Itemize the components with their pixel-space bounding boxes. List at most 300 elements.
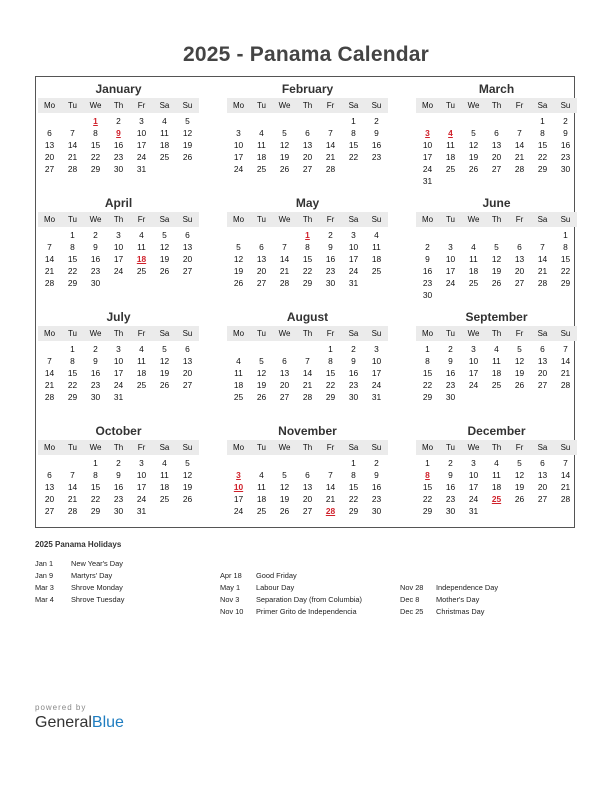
day-cell[interactable]: 14 <box>67 140 78 150</box>
day-cell[interactable]: 4 <box>374 230 379 240</box>
day-cell[interactable]: 11 <box>492 356 501 366</box>
day-cell[interactable]: 19 <box>233 266 244 276</box>
day-cell[interactable]: 31 <box>371 392 382 402</box>
day-cell[interactable]: 27 <box>302 506 313 516</box>
day-cell[interactable]: 30 <box>445 506 456 516</box>
day-cell[interactable]: 20 <box>182 368 193 378</box>
day-cell[interactable]: 4 <box>162 116 167 126</box>
day-cell[interactable]: 19 <box>514 368 525 378</box>
day-cell[interactable]: 27 <box>182 266 193 276</box>
day-cell[interactable]: 2 <box>374 458 379 468</box>
day-cell[interactable]: 4 <box>162 458 167 468</box>
day-cell[interactable]: 27 <box>44 164 55 174</box>
day-cell[interactable]: 31 <box>348 278 359 288</box>
day-cell[interactable]: 27 <box>491 164 502 174</box>
day-cell[interactable]: 6 <box>259 242 264 252</box>
day-cell[interactable]: 24 <box>348 266 359 276</box>
day-cell[interactable]: 18 <box>233 380 244 390</box>
day-cell[interactable]: 14 <box>560 356 571 366</box>
day-cell[interactable]: 6 <box>47 128 52 138</box>
day-cell[interactable]: 7 <box>563 344 568 354</box>
day-cell[interactable]: 13 <box>514 254 525 264</box>
day-cell[interactable]: 31 <box>136 164 147 174</box>
day-cell[interactable]: 5 <box>282 128 287 138</box>
day-cell[interactable]: 5 <box>185 458 190 468</box>
day-cell[interactable]: 27 <box>182 380 193 390</box>
day-cell[interactable]: 23 <box>371 152 382 162</box>
day-cell[interactable]: 28 <box>67 164 78 174</box>
day-cell[interactable]: 15 <box>90 482 101 492</box>
day-cell[interactable]: 15 <box>560 254 571 264</box>
day-cell[interactable]: 30 <box>113 506 124 516</box>
day-cell[interactable]: 13 <box>279 368 290 378</box>
day-cell[interactable]: 22 <box>537 152 548 162</box>
day-cell[interactable]: 15 <box>67 368 78 378</box>
day-cell[interactable]: 15 <box>422 482 433 492</box>
day-cell[interactable]: 22 <box>90 494 101 504</box>
day-cell[interactable]: 18 <box>445 152 456 162</box>
day-cell[interactable]: 20 <box>302 152 313 162</box>
day-cell[interactable]: 1 <box>425 458 430 468</box>
day-cell[interactable]: 16 <box>90 368 101 378</box>
holiday-day[interactable]: 9 <box>116 128 121 138</box>
day-cell[interactable]: 11 <box>492 470 501 480</box>
day-cell[interactable]: 22 <box>348 494 359 504</box>
day-cell[interactable]: 2 <box>448 344 453 354</box>
day-cell[interactable]: 8 <box>305 242 310 252</box>
day-cell[interactable]: 6 <box>282 356 287 366</box>
day-cell[interactable]: 1 <box>563 230 568 240</box>
day-cell[interactable]: 1 <box>540 116 545 126</box>
day-cell[interactable]: 29 <box>90 164 101 174</box>
day-cell[interactable]: 11 <box>160 128 169 138</box>
day-cell[interactable]: 7 <box>328 128 333 138</box>
day-cell[interactable]: 20 <box>256 266 267 276</box>
day-cell[interactable]: 10 <box>422 140 433 150</box>
day-cell[interactable]: 9 <box>425 254 430 264</box>
day-cell[interactable]: 29 <box>302 278 313 288</box>
day-cell[interactable]: 11 <box>160 470 169 480</box>
day-cell[interactable]: 10 <box>468 470 479 480</box>
day-cell[interactable]: 19 <box>182 482 193 492</box>
day-cell[interactable]: 8 <box>93 128 98 138</box>
day-cell[interactable]: 1 <box>425 344 430 354</box>
day-cell[interactable]: 17 <box>136 140 147 150</box>
day-cell[interactable]: 20 <box>44 494 55 504</box>
day-cell[interactable]: 10 <box>445 254 456 264</box>
day-cell[interactable]: 14 <box>44 368 55 378</box>
day-cell[interactable]: 6 <box>540 458 545 468</box>
day-cell[interactable]: 16 <box>422 266 433 276</box>
day-cell[interactable]: 5 <box>236 242 241 252</box>
day-cell[interactable]: 23 <box>348 380 359 390</box>
day-cell[interactable]: 3 <box>236 128 241 138</box>
day-cell[interactable]: 4 <box>259 128 264 138</box>
day-cell[interactable]: 21 <box>537 266 548 276</box>
day-cell[interactable]: 21 <box>325 494 336 504</box>
day-cell[interactable]: 13 <box>182 356 193 366</box>
holiday-day[interactable]: 1 <box>305 230 310 240</box>
day-cell[interactable]: 16 <box>371 482 382 492</box>
day-cell[interactable]: 31 <box>136 506 147 516</box>
day-cell[interactable]: 23 <box>325 266 336 276</box>
day-cell[interactable]: 17 <box>348 254 359 264</box>
holiday-day[interactable]: 4 <box>448 128 453 138</box>
day-cell[interactable]: 5 <box>494 242 499 252</box>
holiday-day[interactable]: 1 <box>93 116 98 126</box>
day-cell[interactable]: 30 <box>113 164 124 174</box>
day-cell[interactable]: 14 <box>44 254 55 264</box>
day-cell[interactable]: 30 <box>348 392 359 402</box>
day-cell[interactable]: 12 <box>514 356 525 366</box>
day-cell[interactable]: 12 <box>233 254 244 264</box>
day-cell[interactable]: 17 <box>233 152 244 162</box>
day-cell[interactable]: 14 <box>325 482 336 492</box>
day-cell[interactable]: 29 <box>422 506 433 516</box>
day-cell[interactable]: 26 <box>514 494 525 504</box>
day-cell[interactable]: 23 <box>371 494 382 504</box>
day-cell[interactable]: 12 <box>159 356 170 366</box>
day-cell[interactable]: 9 <box>93 242 98 252</box>
day-cell[interactable]: 6 <box>185 344 190 354</box>
day-cell[interactable]: 8 <box>93 470 98 480</box>
day-cell[interactable]: 4 <box>494 458 499 468</box>
day-cell[interactable]: 13 <box>491 140 502 150</box>
day-cell[interactable]: 30 <box>422 290 433 300</box>
day-cell[interactable]: 28 <box>44 392 55 402</box>
day-cell[interactable]: 12 <box>279 482 290 492</box>
day-cell[interactable]: 12 <box>279 140 290 150</box>
day-cell[interactable]: 14 <box>279 254 290 264</box>
day-cell[interactable]: 15 <box>348 140 359 150</box>
day-cell[interactable]: 15 <box>67 254 78 264</box>
day-cell[interactable]: 16 <box>90 254 101 264</box>
day-cell[interactable]: 8 <box>328 356 333 366</box>
day-cell[interactable]: 21 <box>302 380 313 390</box>
holiday-day[interactable]: 25 <box>491 494 502 504</box>
day-cell[interactable]: 25 <box>371 266 382 276</box>
day-cell[interactable]: 5 <box>517 458 522 468</box>
day-cell[interactable]: 2 <box>351 344 356 354</box>
day-cell[interactable]: 9 <box>116 470 121 480</box>
day-cell[interactable]: 4 <box>139 344 144 354</box>
day-cell[interactable]: 22 <box>348 152 359 162</box>
day-cell[interactable]: 30 <box>90 392 101 402</box>
day-cell[interactable]: 9 <box>448 470 453 480</box>
day-cell[interactable]: 24 <box>445 278 456 288</box>
day-cell[interactable]: 10 <box>348 242 359 252</box>
day-cell[interactable]: 15 <box>90 140 101 150</box>
day-cell[interactable]: 26 <box>182 152 193 162</box>
day-cell[interactable]: 20 <box>302 494 313 504</box>
day-cell[interactable]: 13 <box>537 470 548 480</box>
day-cell[interactable]: 18 <box>159 140 170 150</box>
day-cell[interactable]: 10 <box>233 140 244 150</box>
day-cell[interactable]: 1 <box>93 458 98 468</box>
day-cell[interactable]: 24 <box>468 494 479 504</box>
day-cell[interactable]: 19 <box>279 152 290 162</box>
day-cell[interactable]: 2 <box>374 116 379 126</box>
day-cell[interactable]: 2 <box>116 458 121 468</box>
day-cell[interactable]: 16 <box>348 368 359 378</box>
day-cell[interactable]: 31 <box>422 176 433 186</box>
day-cell[interactable]: 22 <box>90 152 101 162</box>
day-cell[interactable]: 29 <box>67 278 78 288</box>
day-cell[interactable]: 18 <box>371 254 382 264</box>
day-cell[interactable]: 8 <box>425 356 430 366</box>
day-cell[interactable]: 29 <box>422 392 433 402</box>
day-cell[interactable]: 14 <box>325 140 336 150</box>
day-cell[interactable]: 8 <box>540 128 545 138</box>
day-cell[interactable]: 3 <box>471 458 476 468</box>
day-cell[interactable]: 25 <box>491 380 502 390</box>
day-cell[interactable]: 6 <box>185 230 190 240</box>
day-cell[interactable]: 1 <box>70 344 75 354</box>
day-cell[interactable]: 29 <box>67 392 78 402</box>
day-cell[interactable]: 25 <box>445 164 456 174</box>
day-cell[interactable]: 29 <box>537 164 548 174</box>
day-cell[interactable]: 28 <box>44 278 55 288</box>
day-cell[interactable]: 10 <box>113 242 124 252</box>
day-cell[interactable]: 11 <box>257 140 266 150</box>
day-cell[interactable]: 16 <box>113 482 124 492</box>
day-cell[interactable]: 21 <box>560 482 571 492</box>
day-cell[interactable]: 18 <box>256 152 267 162</box>
day-cell[interactable]: 26 <box>256 392 267 402</box>
day-cell[interactable]: 3 <box>139 116 144 126</box>
day-cell[interactable]: 28 <box>560 380 571 390</box>
day-cell[interactable]: 24 <box>233 506 244 516</box>
day-cell[interactable]: 24 <box>468 380 479 390</box>
day-cell[interactable]: 25 <box>159 494 170 504</box>
day-cell[interactable]: 24 <box>371 380 382 390</box>
day-cell[interactable]: 21 <box>44 380 55 390</box>
day-cell[interactable]: 9 <box>93 356 98 366</box>
day-cell[interactable]: 19 <box>159 368 170 378</box>
day-cell[interactable]: 1 <box>328 344 333 354</box>
day-cell[interactable]: 17 <box>113 368 124 378</box>
day-cell[interactable]: 19 <box>279 494 290 504</box>
day-cell[interactable]: 27 <box>537 380 548 390</box>
day-cell[interactable]: 14 <box>537 254 548 264</box>
day-cell[interactable]: 13 <box>302 482 313 492</box>
day-cell[interactable]: 14 <box>67 482 78 492</box>
day-cell[interactable]: 28 <box>279 278 290 288</box>
day-cell[interactable]: 26 <box>182 494 193 504</box>
day-cell[interactable]: 26 <box>491 278 502 288</box>
day-cell[interactable]: 7 <box>47 356 52 366</box>
day-cell[interactable]: 5 <box>282 470 287 480</box>
day-cell[interactable]: 2 <box>563 116 568 126</box>
day-cell[interactable]: 28 <box>67 506 78 516</box>
day-cell[interactable]: 13 <box>537 356 548 366</box>
day-cell[interactable]: 15 <box>325 368 336 378</box>
day-cell[interactable]: 31 <box>113 392 124 402</box>
day-cell[interactable]: 23 <box>113 494 124 504</box>
day-cell[interactable]: 2 <box>328 230 333 240</box>
day-cell[interactable]: 7 <box>305 356 310 366</box>
day-cell[interactable]: 18 <box>159 482 170 492</box>
holiday-day[interactable]: 3 <box>425 128 430 138</box>
day-cell[interactable]: 16 <box>560 140 571 150</box>
day-cell[interactable]: 6 <box>540 344 545 354</box>
day-cell[interactable]: 1 <box>351 116 356 126</box>
holiday-day[interactable]: 8 <box>425 470 430 480</box>
day-cell[interactable]: 11 <box>137 242 146 252</box>
day-cell[interactable]: 16 <box>325 254 336 264</box>
day-cell[interactable]: 22 <box>560 266 571 276</box>
day-cell[interactable]: 20 <box>182 254 193 264</box>
day-cell[interactable]: 29 <box>90 506 101 516</box>
day-cell[interactable]: 20 <box>279 380 290 390</box>
day-cell[interactable]: 25 <box>233 392 244 402</box>
day-cell[interactable]: 3 <box>448 242 453 252</box>
day-cell[interactable]: 27 <box>514 278 525 288</box>
day-cell[interactable]: 11 <box>372 242 381 252</box>
day-cell[interactable]: 28 <box>514 164 525 174</box>
day-cell[interactable]: 21 <box>67 152 78 162</box>
day-cell[interactable]: 30 <box>325 278 336 288</box>
day-cell[interactable]: 17 <box>371 368 382 378</box>
day-cell[interactable]: 19 <box>159 254 170 264</box>
day-cell[interactable]: 13 <box>302 140 313 150</box>
day-cell[interactable]: 26 <box>468 164 479 174</box>
day-cell[interactable]: 9 <box>374 128 379 138</box>
day-cell[interactable]: 19 <box>491 266 502 276</box>
day-cell[interactable]: 21 <box>514 152 525 162</box>
day-cell[interactable]: 12 <box>256 368 267 378</box>
day-cell[interactable]: 10 <box>371 356 382 366</box>
day-cell[interactable]: 18 <box>491 368 502 378</box>
holiday-day[interactable]: 28 <box>325 506 336 516</box>
day-cell[interactable]: 17 <box>468 368 479 378</box>
day-cell[interactable]: 2 <box>425 242 430 252</box>
day-cell[interactable]: 25 <box>468 278 479 288</box>
day-cell[interactable]: 12 <box>514 470 525 480</box>
day-cell[interactable]: 2 <box>448 458 453 468</box>
day-cell[interactable]: 4 <box>471 242 476 252</box>
day-cell[interactable]: 19 <box>182 140 193 150</box>
day-cell[interactable]: 27 <box>44 506 55 516</box>
day-cell[interactable]: 8 <box>563 242 568 252</box>
day-cell[interactable]: 11 <box>446 140 455 150</box>
day-cell[interactable]: 20 <box>514 266 525 276</box>
day-cell[interactable]: 7 <box>540 242 545 252</box>
day-cell[interactable]: 11 <box>234 368 243 378</box>
day-cell[interactable]: 19 <box>468 152 479 162</box>
day-cell[interactable]: 15 <box>537 140 548 150</box>
day-cell[interactable]: 8 <box>70 356 75 366</box>
day-cell[interactable]: 16 <box>445 368 456 378</box>
day-cell[interactable]: 3 <box>471 344 476 354</box>
day-cell[interactable]: 12 <box>159 242 170 252</box>
day-cell[interactable]: 25 <box>136 380 147 390</box>
day-cell[interactable]: 24 <box>233 164 244 174</box>
day-cell[interactable]: 25 <box>136 266 147 276</box>
day-cell[interactable]: 23 <box>422 278 433 288</box>
day-cell[interactable]: 12 <box>182 128 193 138</box>
day-cell[interactable]: 28 <box>325 164 336 174</box>
day-cell[interactable]: 7 <box>328 470 333 480</box>
day-cell[interactable]: 5 <box>185 116 190 126</box>
day-cell[interactable]: 23 <box>113 152 124 162</box>
day-cell[interactable]: 26 <box>279 506 290 516</box>
day-cell[interactable]: 16 <box>371 140 382 150</box>
day-cell[interactable]: 11 <box>137 356 146 366</box>
day-cell[interactable]: 12 <box>491 254 502 264</box>
day-cell[interactable]: 22 <box>325 380 336 390</box>
day-cell[interactable]: 18 <box>468 266 479 276</box>
day-cell[interactable]: 24 <box>136 494 147 504</box>
day-cell[interactable]: 26 <box>159 380 170 390</box>
day-cell[interactable]: 17 <box>468 482 479 492</box>
day-cell[interactable]: 5 <box>259 356 264 366</box>
day-cell[interactable]: 24 <box>113 380 124 390</box>
day-cell[interactable]: 4 <box>139 230 144 240</box>
day-cell[interactable]: 7 <box>70 128 75 138</box>
day-cell[interactable]: 17 <box>233 494 244 504</box>
day-cell[interactable]: 19 <box>514 482 525 492</box>
day-cell[interactable]: 13 <box>256 254 267 264</box>
day-cell[interactable]: 14 <box>514 140 525 150</box>
day-cell[interactable]: 14 <box>560 470 571 480</box>
day-cell[interactable]: 17 <box>445 266 456 276</box>
day-cell[interactable]: 9 <box>328 242 333 252</box>
day-cell[interactable]: 30 <box>445 392 456 402</box>
day-cell[interactable]: 27 <box>537 494 548 504</box>
day-cell[interactable]: 3 <box>139 458 144 468</box>
holiday-day[interactable]: 18 <box>136 254 147 264</box>
day-cell[interactable]: 22 <box>422 380 433 390</box>
day-cell[interactable]: 15 <box>348 482 359 492</box>
day-cell[interactable]: 18 <box>136 368 147 378</box>
day-cell[interactable]: 10 <box>136 128 147 138</box>
day-cell[interactable]: 9 <box>448 356 453 366</box>
day-cell[interactable]: 30 <box>90 278 101 288</box>
day-cell[interactable]: 26 <box>514 380 525 390</box>
day-cell[interactable]: 21 <box>67 494 78 504</box>
day-cell[interactable]: 14 <box>302 368 313 378</box>
day-cell[interactable]: 8 <box>351 470 356 480</box>
day-cell[interactable]: 29 <box>348 506 359 516</box>
day-cell[interactable]: 16 <box>113 140 124 150</box>
day-cell[interactable]: 8 <box>70 242 75 252</box>
day-cell[interactable]: 19 <box>256 380 267 390</box>
day-cell[interactable]: 22 <box>67 380 78 390</box>
day-cell[interactable]: 25 <box>256 164 267 174</box>
holiday-day[interactable]: 10 <box>233 482 244 492</box>
day-cell[interactable]: 4 <box>494 344 499 354</box>
day-cell[interactable]: 24 <box>422 164 433 174</box>
day-cell[interactable]: 11 <box>257 482 266 492</box>
day-cell[interactable]: 10 <box>468 356 479 366</box>
day-cell[interactable]: 10 <box>136 470 147 480</box>
day-cell[interactable]: 24 <box>136 152 147 162</box>
day-cell[interactable]: 28 <box>537 278 548 288</box>
day-cell[interactable]: 7 <box>517 128 522 138</box>
day-cell[interactable]: 3 <box>116 344 121 354</box>
day-cell[interactable]: 13 <box>44 140 55 150</box>
day-cell[interactable]: 3 <box>116 230 121 240</box>
day-cell[interactable]: 5 <box>517 344 522 354</box>
day-cell[interactable]: 9 <box>374 470 379 480</box>
day-cell[interactable]: 5 <box>162 230 167 240</box>
day-cell[interactable]: 20 <box>491 152 502 162</box>
day-cell[interactable]: 23 <box>560 152 571 162</box>
day-cell[interactable]: 3 <box>351 230 356 240</box>
day-cell[interactable]: 23 <box>90 380 101 390</box>
day-cell[interactable]: 6 <box>517 242 522 252</box>
